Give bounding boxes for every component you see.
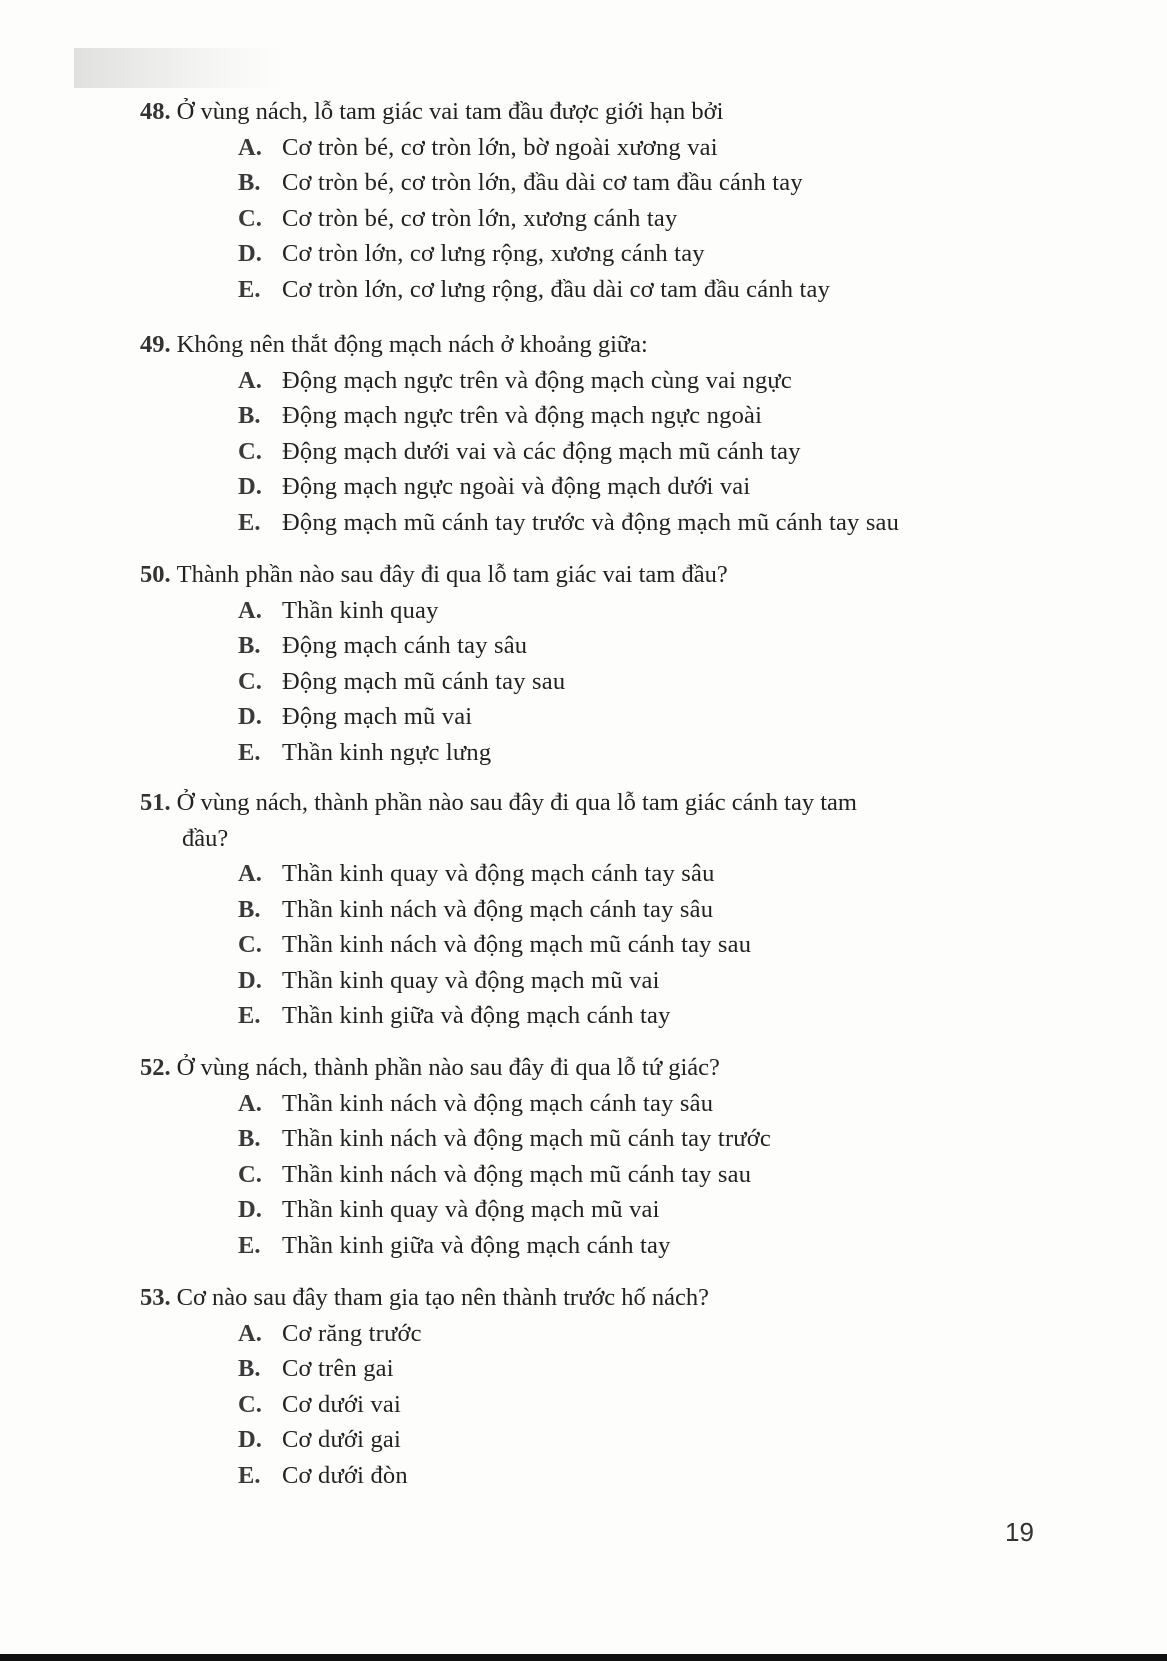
question-number: 53. [140, 1284, 171, 1311]
option-text: Cơ dưới đòn [282, 1461, 408, 1489]
question-number: 50. [140, 561, 171, 588]
option-text: Thần kinh giữa và động mạch cánh tay [282, 1231, 671, 1259]
answer-option-b [140, 892, 1040, 928]
question-52 [140, 1050, 1040, 1263]
answer-option-d [140, 1192, 1040, 1228]
scan-shadow [74, 48, 284, 88]
question-text: Cơ nào sau đây tham gia tạo nên thành trước hố nách? [176, 1284, 710, 1311]
question-49 [140, 327, 1040, 540]
option-text: Cơ trên gai [282, 1355, 394, 1382]
option-letter: B. [238, 169, 261, 196]
option-text: Thần kinh quay và động mạch mũ vai [282, 1196, 660, 1223]
option-letter: E. [238, 508, 261, 536]
option-letter: A. [238, 133, 262, 161]
answer-options [140, 856, 1040, 1034]
answer-option-c [140, 927, 1040, 963]
answer-option-a [140, 1086, 1040, 1122]
answer-option-b [140, 1121, 1040, 1157]
option-text: Thần kinh nách và động mạch mũ cánh tay sau [282, 1160, 752, 1188]
option-letter: A. [238, 366, 262, 394]
option-letter: B. [238, 402, 261, 429]
option-letter: D. [238, 703, 262, 730]
option-text: Thần kinh ngực lưng [282, 738, 492, 766]
answer-option-b [140, 165, 1040, 201]
option-text: Động mạch mũ cánh tay sau [282, 667, 566, 695]
answer-option-c [140, 1157, 1040, 1193]
option-letter: D. [238, 966, 262, 994]
answer-option-e [140, 1458, 1040, 1494]
option-letter: D. [238, 473, 262, 500]
option-text: Thần kinh giữa và động mạch cánh tay [282, 1002, 671, 1029]
option-letter: C. [238, 1160, 262, 1188]
answer-option-a [140, 593, 1040, 629]
option-text: Động mạch ngực ngoài và động mạch dưới vai [282, 473, 751, 500]
question-number: 49. [140, 331, 171, 358]
option-letter: A. [238, 1089, 262, 1117]
option-text: Cơ tròn lớn, cơ lưng rộng, xương cánh tay [282, 240, 705, 267]
page-number: 19 [1005, 1517, 1034, 1547]
question-50 [140, 557, 1040, 770]
option-letter: D. [238, 1426, 262, 1453]
answer-options [140, 1316, 1040, 1494]
option-letter: C. [238, 204, 262, 232]
option-text: Động mạch ngực trên và động mạch cùng vai ngực [282, 366, 792, 394]
answer-option-b [140, 628, 1040, 664]
answer-option-d [140, 699, 1040, 735]
question-number: 51. [140, 789, 171, 816]
answer-option-d [140, 963, 1040, 999]
answer-option-b [140, 1351, 1040, 1387]
option-letter: B. [238, 1125, 261, 1152]
page-bottom-edge [0, 1654, 1167, 1661]
option-letter: E. [238, 275, 261, 303]
option-letter: A. [238, 1319, 262, 1347]
answer-option-e [140, 272, 1040, 308]
question-text-continued: đầu? [182, 824, 229, 852]
option-text: Thần kinh nách và động mạch mũ cánh tay sau [282, 931, 752, 958]
answer-option-b [140, 398, 1040, 434]
question-stem [140, 557, 1040, 593]
option-letter: B. [238, 632, 261, 659]
answer-option-d [140, 236, 1040, 272]
option-text: Thần kinh quay [282, 596, 439, 624]
question-text: Ở vùng nách, lỗ tam giác vai tam đầu được giới hạn bởi [176, 98, 724, 125]
question-number: 52. [140, 1054, 171, 1081]
option-text: Cơ tròn bé, cơ tròn lớn, bờ ngoài xương vai [282, 133, 718, 161]
option-text: Động mạch mũ cánh tay trước và động mạch mũ cánh tay sau [282, 508, 900, 536]
option-letter: C. [238, 437, 262, 465]
option-text: Động mạch cánh tay sâu [282, 632, 528, 659]
option-text: Thần kinh nách và động mạch cánh tay sâu [282, 1089, 714, 1117]
option-letter: C. [238, 1390, 262, 1418]
option-text: Cơ tròn bé, cơ tròn lớn, đầu dài cơ tam đầu cánh tay [282, 169, 803, 196]
answer-option-c [140, 434, 1040, 470]
option-text: Cơ tròn lớn, cơ lưng rộng, đầu dài cơ tam đầu cánh tay [282, 275, 831, 303]
question-text: Thành phần nào sau đây đi qua lỗ tam giác vai tam đầu? [176, 561, 728, 588]
question-48 [140, 94, 1040, 307]
answer-option-a [140, 130, 1040, 166]
answer-options [140, 130, 1040, 308]
answer-option-e [140, 1228, 1040, 1264]
answer-option-e [140, 735, 1040, 771]
option-text: Cơ dưới gai [282, 1426, 401, 1453]
option-text: Cơ dưới vai [282, 1390, 401, 1418]
answer-option-a [140, 856, 1040, 892]
option-letter: C. [238, 931, 262, 958]
option-text: Thần kinh nách và động mạch cánh tay sâu [282, 895, 714, 923]
question-text: Không nên thắt động mạch nách ở khoảng giữa: [176, 331, 648, 358]
answer-option-a [140, 363, 1040, 399]
option-letter: E. [238, 1231, 261, 1259]
answer-options [140, 1086, 1040, 1264]
answer-option-e [140, 998, 1040, 1034]
option-letter: E. [238, 1002, 261, 1029]
answer-option-d [140, 1422, 1040, 1458]
option-text: Động mạch mũ vai [282, 703, 473, 730]
question-53 [140, 1280, 1040, 1493]
option-letter: B. [238, 895, 261, 923]
question-text: Ở vùng nách, thành phần nào sau đây đi qua lỗ tam giác cánh tay tam [176, 789, 857, 816]
option-letter: C. [238, 667, 262, 695]
question-51 [140, 785, 1040, 1034]
answer-option-d [140, 469, 1040, 505]
option-text: Thần kinh quay và động mạch cánh tay sâu [282, 860, 715, 887]
question-stem [140, 1280, 1040, 1316]
option-letter: E. [238, 738, 261, 766]
option-letter: B. [238, 1355, 261, 1382]
answer-option-e [140, 505, 1040, 541]
option-letter: D. [238, 1196, 262, 1223]
option-letter: A. [238, 860, 262, 887]
option-text: Động mạch dưới vai và các động mạch mũ cánh tay [282, 437, 801, 465]
answer-option-c [140, 664, 1040, 700]
option-letter: E. [238, 1461, 261, 1489]
answer-option-c [140, 1387, 1040, 1423]
option-text: Thần kinh nách và động mạch mũ cánh tay trước [282, 1125, 772, 1152]
question-stem [140, 1050, 1040, 1086]
question-stem [140, 94, 1040, 130]
option-text: Cơ răng trước [282, 1319, 422, 1347]
question-number: 48. [140, 98, 171, 125]
question-stem [140, 785, 1040, 821]
answer-options [140, 363, 1040, 541]
question-stem [140, 327, 1040, 363]
option-text: Cơ tròn bé, cơ tròn lớn, xương cánh tay [282, 204, 678, 232]
answer-option-a [140, 1316, 1040, 1352]
option-text: Động mạch ngực trên và động mạch ngực ngoài [282, 402, 763, 429]
option-letter: D. [238, 240, 262, 267]
option-text: Thần kinh quay và động mạch mũ vai [282, 966, 660, 994]
question-text: Ở vùng nách, thành phần nào sau đây đi qua lỗ tứ giác? [176, 1054, 720, 1081]
answer-options [140, 593, 1040, 771]
answer-option-c [140, 201, 1040, 237]
option-letter: A. [238, 596, 262, 624]
